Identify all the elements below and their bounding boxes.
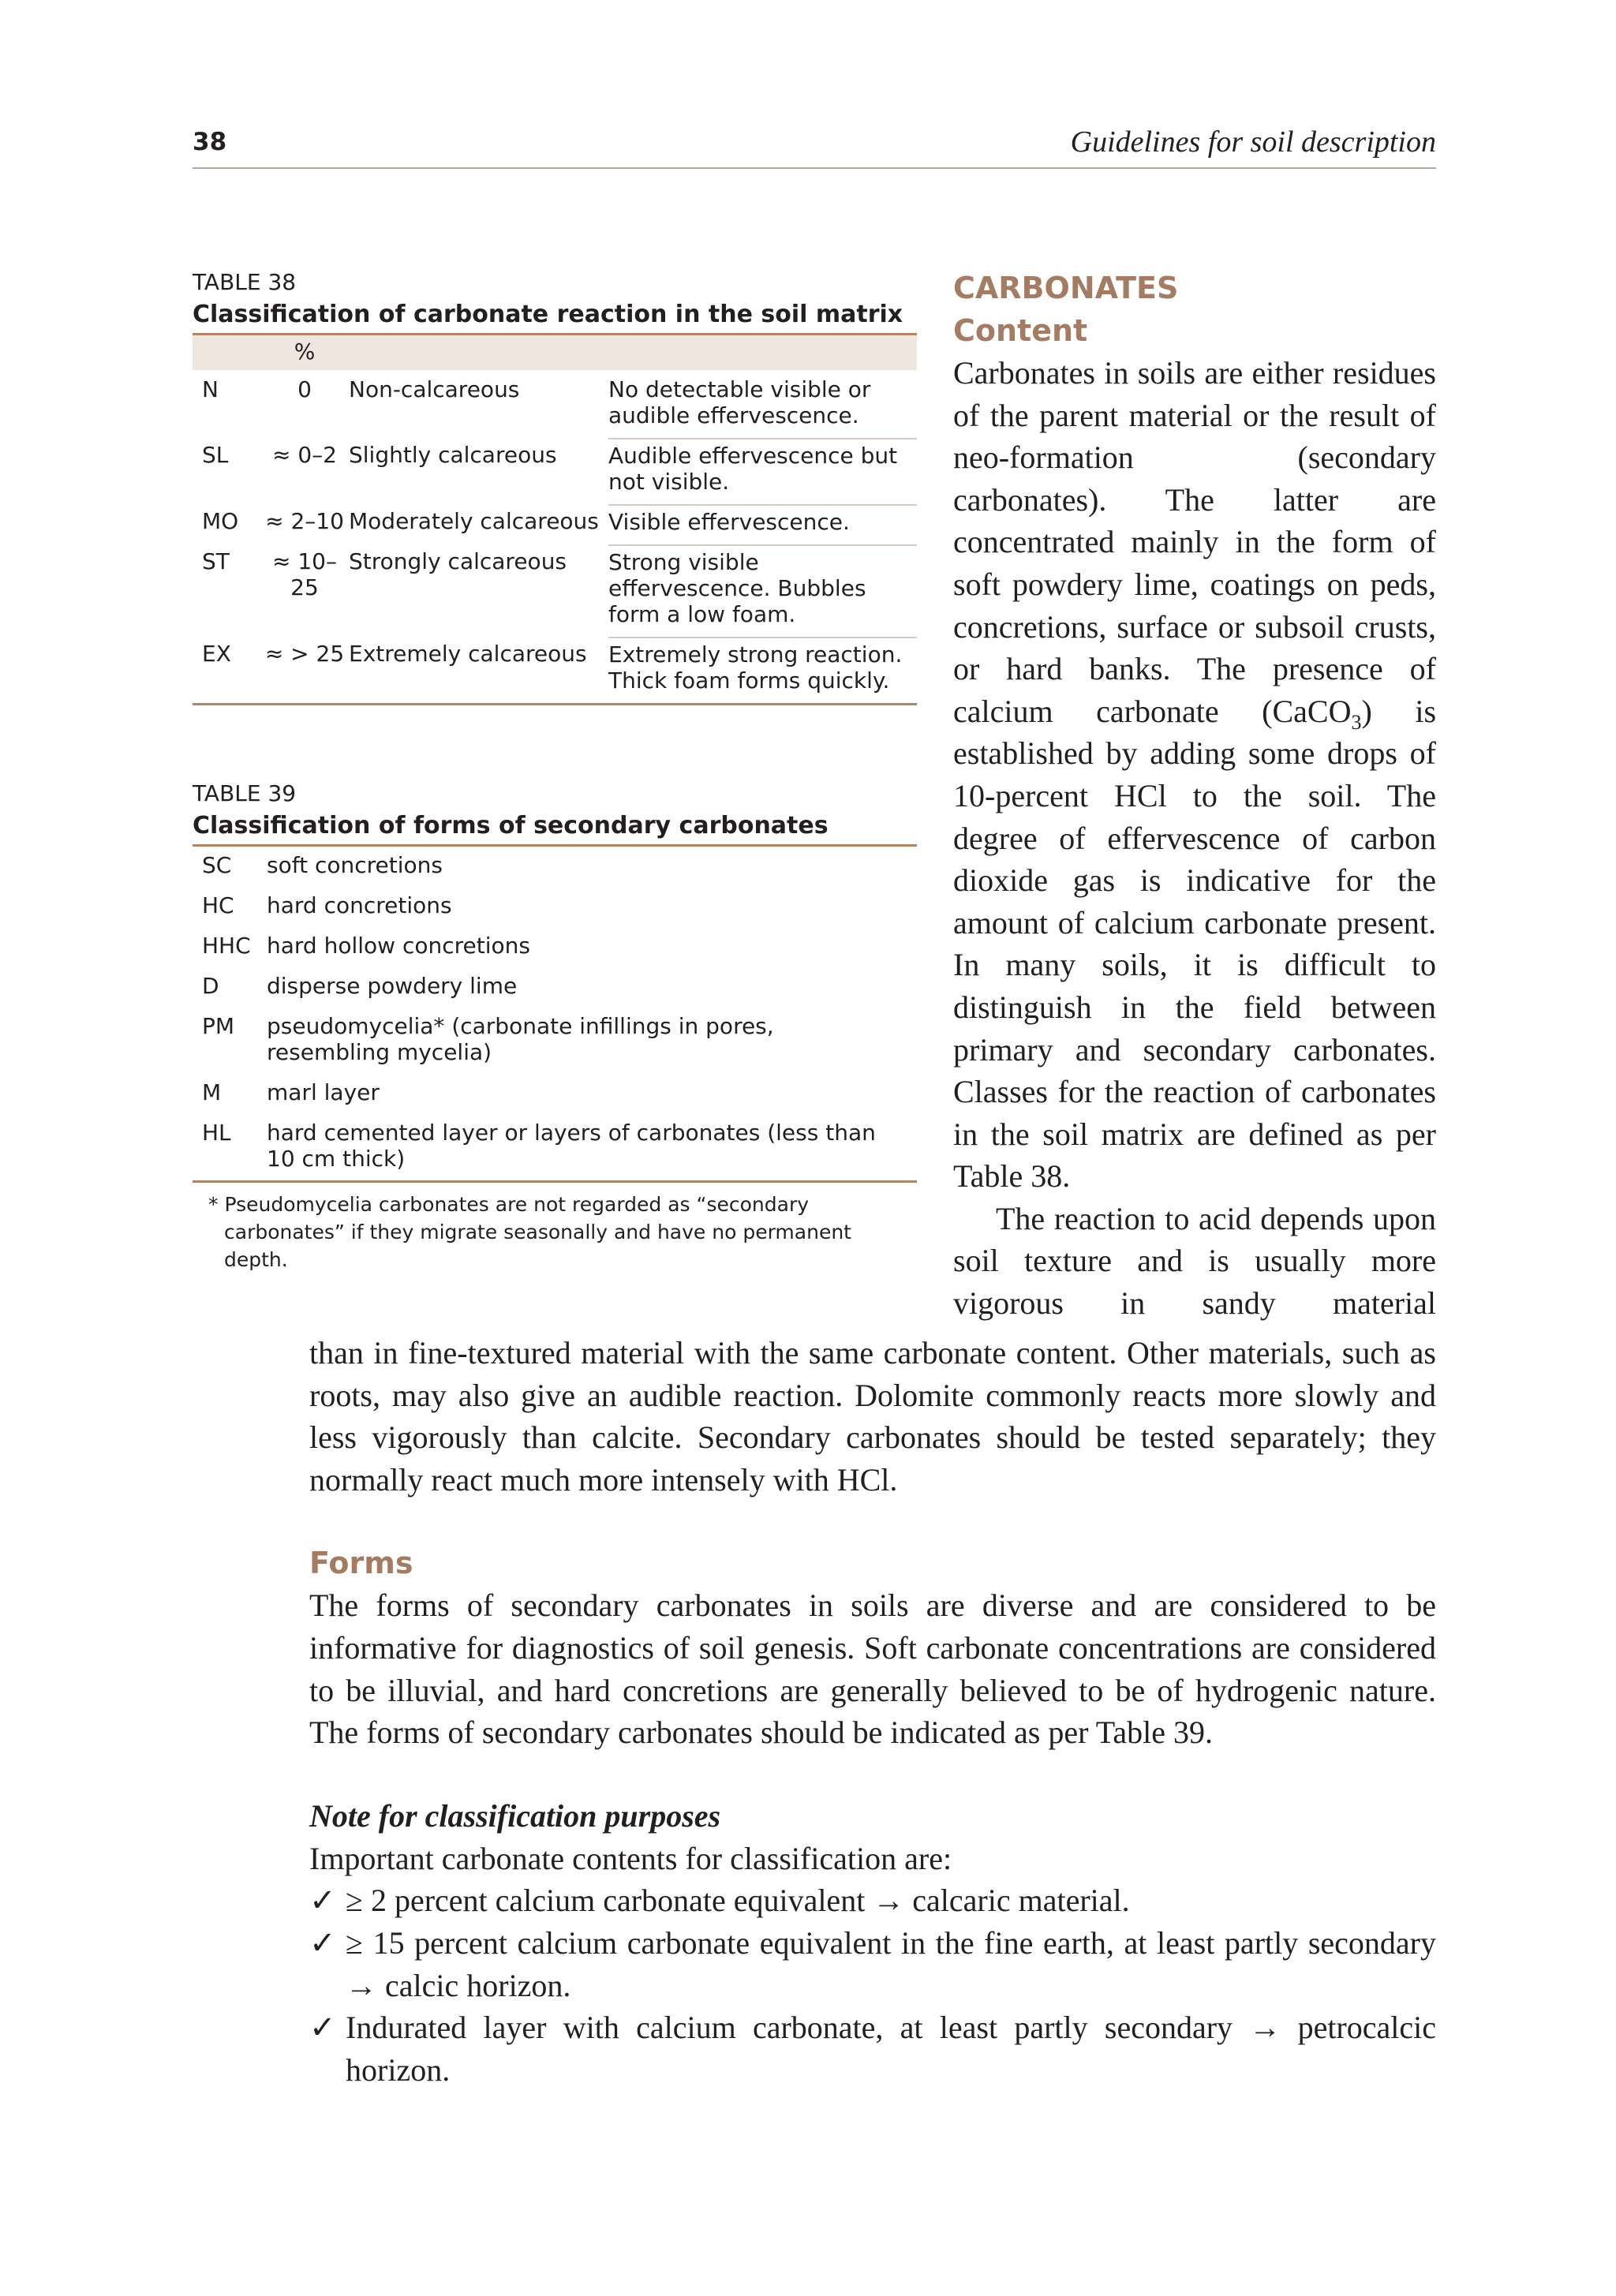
form-description: soft concretions xyxy=(267,852,443,878)
form-code: HC xyxy=(202,892,234,918)
table-row xyxy=(193,439,917,505)
page-number: 38 xyxy=(193,128,227,156)
content-paragraph-1-part-b: ) is established by adding some drops of 10-percent HCl to the soil. The degree of effervescence of carbon dioxide gas is indicative for the amount of calcium carbonate present. In many soils, it is difficult to distinguish in the field between primary and secondary carbonates. Classes for the reaction of carbonates in the soil matrix are defined as per Table 38. xyxy=(953,693,1437,1195)
table-39-footnote: * Pseudomycelia carbonates are not regarded as “secondary carbonates” if they migrate seasonally and have no permanent depth. xyxy=(208,1193,851,1271)
carbonates-section xyxy=(953,267,1436,1325)
note-item-text: ≥ 2 percent calcium carbonate equivalent → calcaric material. xyxy=(346,1883,1130,1919)
table-38-header-desc xyxy=(608,335,917,371)
forms-paragraph: The forms of secondary carbonates in soils are diverse and are considered to be informative for diagnostics of soil genesis. Soft carbonate concentrations are considered to be illuvial, and hard concretions are generally believed to be of hydrogenic nature. The forms of secondary carbonates should be indicated as per Table 39. xyxy=(309,1587,1436,1751)
form-code: D xyxy=(202,973,219,999)
forms-heading: Forms xyxy=(309,1546,413,1581)
section-title: CARBONATES xyxy=(953,271,1179,305)
content-heading: Content xyxy=(953,313,1088,348)
table-38-header-class xyxy=(349,335,608,371)
table-38-header-code xyxy=(193,335,260,371)
reaction-description: No detectable visible or audible effervescence. xyxy=(608,370,917,439)
note-item xyxy=(309,2006,1436,2091)
reaction-description: Extremely strong reaction. Thick foam forms quickly. xyxy=(608,641,903,694)
form-description: marl layer xyxy=(267,1079,380,1105)
reaction-class: Non-calcareous xyxy=(349,376,520,402)
table-38-header-percent: % xyxy=(260,335,349,371)
table-38-label: TABLE 38 xyxy=(193,269,297,295)
reaction-class: Strongly calcareous xyxy=(349,548,567,574)
table-39-grid xyxy=(193,844,917,1183)
table-row xyxy=(193,887,917,927)
form-code: PM xyxy=(202,1013,235,1039)
full-width-text xyxy=(309,1332,1436,2091)
note-intro: Important carbonate contents for classification are: xyxy=(309,1840,952,1876)
check-icon: ✓ xyxy=(309,1924,336,1961)
reaction-percent: ≈ > 25 xyxy=(264,641,345,667)
table-38 xyxy=(193,267,917,705)
reaction-class: Moderately calcareous xyxy=(349,508,599,534)
note-item-text: Indurated layer with calcium carbonate, at least partly secondary → petrocalcic horizon. xyxy=(346,2010,1436,2088)
content-paragraph-1 xyxy=(953,352,1436,1198)
form-description: hard hollow concretions xyxy=(267,933,530,959)
reaction-code: EX xyxy=(202,641,231,667)
table-row xyxy=(193,967,917,1008)
note-item-text: ≥ 15 percent calcium carbonate equivalent in the fine earth, at least partly secondary → calcic horizon. xyxy=(346,1924,1436,2003)
form-description: hard cemented layer or layers of carbonates (less than 10 cm thick) xyxy=(267,1120,876,1172)
check-icon: ✓ xyxy=(309,2010,336,2046)
check-icon: ✓ xyxy=(309,1883,336,1919)
reaction-class: Extremely calcareous xyxy=(349,641,587,667)
table-38-grid xyxy=(193,333,917,705)
table-row xyxy=(193,1008,917,1074)
content-paragraph-1-part-a: Carbonates in soils are either residues of the parent material or the result of neo-formation (secondary carbonates). The latter are concentrated mainly in the form of soft powdery lime, coatings on peds, concretions, surface or subsoil crusts, or hard banks. The presence of calcium carbonate (CaCO xyxy=(953,355,1436,729)
reaction-percent: ≈ 0–2 xyxy=(272,442,337,468)
form-description: pseudomycelia* (carbonate infillings in pores, resembling mycelia) xyxy=(267,1013,774,1065)
table-39-title: Classification of forms of secondary carbonates xyxy=(193,812,829,839)
reaction-percent: ≈ 2–10 xyxy=(265,508,344,534)
table-row xyxy=(193,927,917,967)
form-code: M xyxy=(202,1079,222,1105)
form-code: SC xyxy=(202,852,232,878)
form-code: HHC xyxy=(202,933,251,959)
reaction-code: ST xyxy=(202,548,230,574)
form-description: hard concretions xyxy=(267,892,452,918)
reaction-description: Strong visible effervescence. Bubbles form a low foam. xyxy=(608,545,917,638)
table-row xyxy=(193,1114,917,1182)
table-row xyxy=(193,370,917,439)
table-row xyxy=(193,846,917,888)
table-row xyxy=(193,638,917,705)
page-header xyxy=(193,125,1436,169)
content-paragraph-2-end: than in fine-textured material with the same carbonate content. Other materials, such as roots, may also give an audible reaction. Dolomite commonly reacts more slowly and less vigorously than calcite. Secondary carbonates should be tested separately; they normally react much more intensely with HCl. xyxy=(309,1335,1436,1498)
reaction-percent: ≈ 10–25 xyxy=(272,548,337,600)
reaction-code: SL xyxy=(202,442,229,468)
note-title: Note for classification purposes xyxy=(309,1797,721,1834)
reaction-code: MO xyxy=(202,508,239,534)
tables-column xyxy=(193,267,917,1273)
table-row xyxy=(193,1074,917,1114)
form-code: HL xyxy=(202,1120,231,1146)
content-paragraph-2-start: The reaction to acid depends upon soil texture and is usually more vigorous in sandy material xyxy=(953,1200,1436,1322)
table-39-label: TABLE 39 xyxy=(193,780,297,806)
reaction-code: N xyxy=(202,376,219,402)
table-38-header-row xyxy=(193,335,917,371)
reaction-class: Slightly calcareous xyxy=(349,442,557,468)
reaction-percent: 0 xyxy=(297,376,312,402)
table-38-title: Classification of carbonate reaction in the soil matrix xyxy=(193,301,903,328)
note-item xyxy=(309,1922,1436,2006)
table-row xyxy=(193,505,917,545)
reaction-description: Visible effervescence. xyxy=(608,505,917,545)
table-39 xyxy=(193,778,917,1273)
form-description: disperse powdery lime xyxy=(267,973,518,999)
subscript-3: 3 xyxy=(1351,710,1362,734)
reaction-description: Audible effervescence but not visible. xyxy=(608,439,917,505)
table-row xyxy=(193,545,917,638)
running-head: Guidelines for soil description xyxy=(1070,125,1436,159)
note-item xyxy=(309,1879,1436,1922)
